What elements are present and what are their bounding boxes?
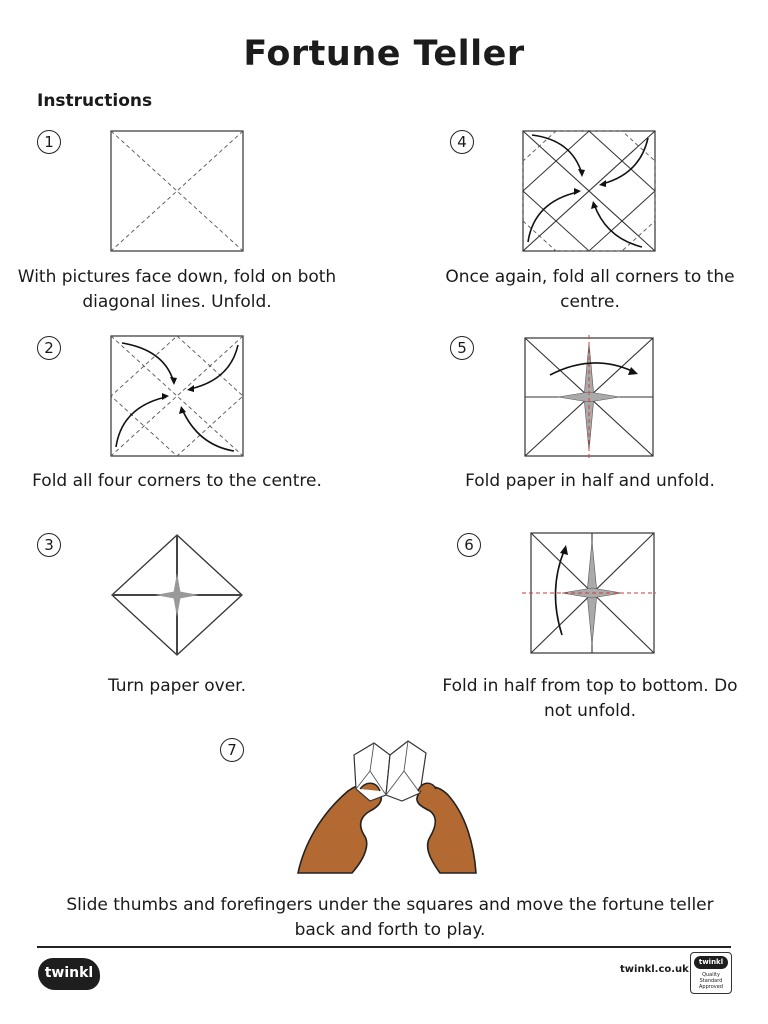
badge-label: Quality Standard Approved: [699, 972, 723, 990]
step-7-hands-illustration: [290, 735, 490, 875]
step-4-caption: Once again, fold all corners to the centre.: [445, 267, 735, 312]
quality-badge: [690, 952, 732, 994]
step-7-caption: Slide thumbs and forefingers under the squares and move the fortune teller back and forth to play.: [66, 895, 714, 940]
step-5-number: 5: [450, 336, 474, 360]
step-3-diagram: [110, 533, 244, 657]
step-6-number: 6: [457, 533, 481, 557]
step-4-number: 4: [450, 130, 474, 154]
page-title: Fortune Teller: [243, 34, 525, 74]
step-5-diagram: [522, 335, 656, 459]
step-7-number: 7: [220, 738, 244, 762]
badge-logo: twinkl: [694, 956, 728, 969]
step-3-number: 3: [37, 533, 61, 557]
step-4-diagram: [522, 130, 656, 252]
twinkl-logo: twinkl: [38, 958, 100, 990]
step-3-caption: Turn paper over.: [107, 676, 247, 696]
step-2-diagram: [110, 335, 244, 457]
footer-divider: [37, 946, 731, 948]
step-6-caption: Fold in half from top to bottom. Do not unfold.: [442, 676, 738, 721]
step-6-diagram: [522, 531, 656, 655]
instructions-heading: Instructions: [37, 91, 153, 111]
step-1-diagram: [110, 130, 244, 252]
site-url: twinkl.co.uk: [620, 964, 689, 975]
step-2-caption: Fold all four corners to the centre.: [32, 471, 322, 491]
step-1-number: 1: [37, 130, 61, 154]
step-5-caption: Fold paper in half and unfold.: [465, 471, 715, 491]
step-1-caption: With pictures face down, fold on both diagonal lines. Unfold.: [17, 267, 337, 312]
step-2-number: 2: [37, 336, 61, 360]
